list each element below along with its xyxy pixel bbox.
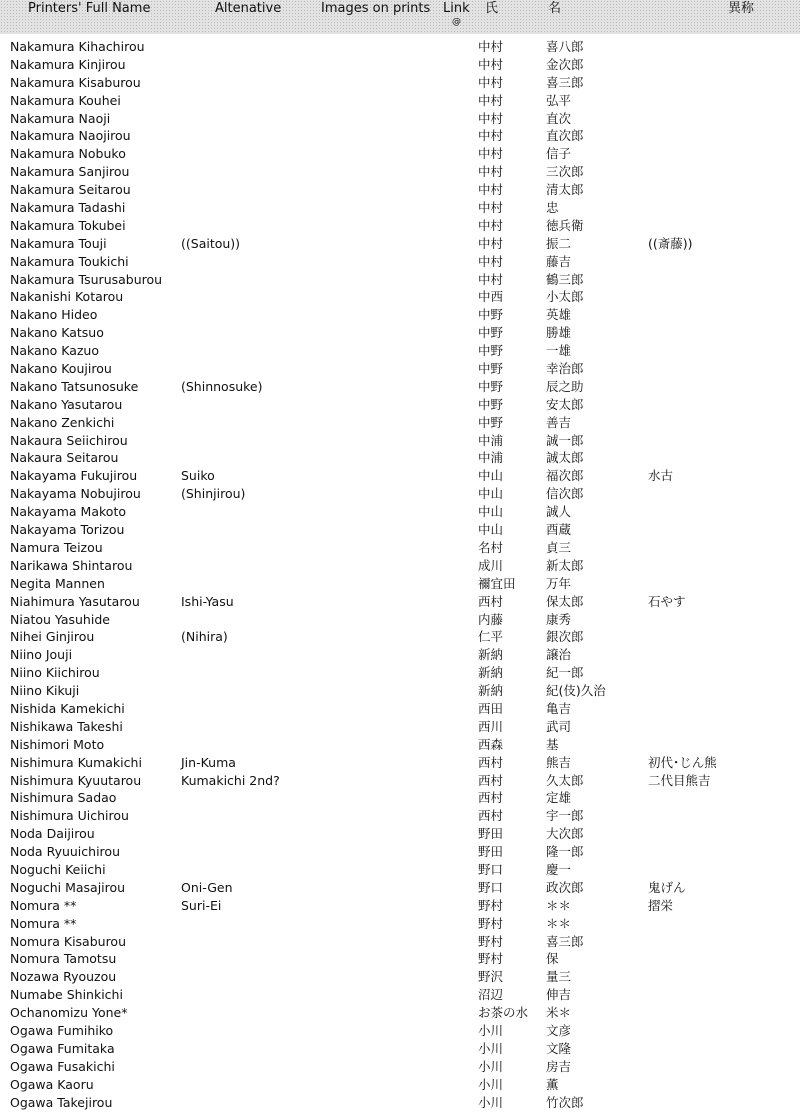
cell-given-jp: 辰之助 bbox=[546, 378, 584, 394]
cell-surname-jp: 野口 bbox=[478, 879, 504, 895]
table-row bbox=[0, 56, 800, 74]
table-row bbox=[0, 110, 800, 128]
table-row bbox=[0, 575, 800, 593]
header-images: Images on prints bbox=[321, 1, 431, 16]
cell-name: Nakaura Seiichirou bbox=[10, 432, 128, 448]
cell-name: Nomura Tamotsu bbox=[10, 951, 117, 967]
cell-given-jp: 大次郎 bbox=[546, 826, 584, 842]
table-row bbox=[0, 485, 800, 503]
table-row bbox=[0, 789, 800, 807]
cell-surname-jp: 野村 bbox=[478, 897, 504, 913]
cell-surname-jp: 小川 bbox=[478, 1076, 504, 1092]
cell-name: Nakano Yasutarou bbox=[10, 396, 123, 412]
table-row bbox=[0, 324, 800, 342]
table-row bbox=[0, 861, 800, 879]
cell-given-jp: 直次 bbox=[546, 110, 572, 126]
cell-name: Nakamura Kouhei bbox=[10, 92, 121, 108]
cell-alias-jp: 鬼げん bbox=[648, 879, 686, 895]
cell-surname-jp: 中野 bbox=[478, 414, 504, 430]
table-row bbox=[0, 306, 800, 324]
cell-given-jp: 保 bbox=[546, 951, 559, 967]
cell-surname-jp: 野村 bbox=[478, 915, 504, 931]
cell-given-jp: 慶一 bbox=[546, 861, 572, 877]
cell-name: Nakano Koujirou bbox=[10, 361, 112, 377]
cell-name: Nakamura Nobuko bbox=[10, 146, 126, 162]
table-row bbox=[0, 807, 800, 825]
cell-given-jp: 保太郎 bbox=[546, 593, 584, 609]
cell-surname-jp: 内藤 bbox=[478, 611, 504, 627]
cell-given-jp: 清太郎 bbox=[546, 182, 584, 198]
table-row bbox=[0, 181, 800, 199]
cell-alias-jp: 石やす bbox=[648, 593, 686, 609]
cell-alias-jp: ((斎藤)) bbox=[648, 235, 693, 251]
cell-name: Nakamura Tokubei bbox=[10, 217, 126, 233]
cell-given-jp: 量三 bbox=[546, 969, 572, 985]
cell-alternative: (Shinnosuke) bbox=[181, 378, 263, 394]
table-row bbox=[0, 288, 800, 306]
cell-given-jp: 幸治郎 bbox=[546, 361, 584, 377]
cell-surname-jp: 西村 bbox=[478, 593, 504, 609]
cell-surname-jp: 沼辺 bbox=[478, 987, 504, 1003]
cell-name: Negita Mannen bbox=[10, 575, 105, 591]
cell-name: Nakamura Tsurusaburou bbox=[10, 271, 163, 287]
cell-name: Ogawa Takejirou bbox=[10, 1094, 113, 1110]
cell-given-jp: 藤吉 bbox=[546, 253, 572, 269]
cell-name: Noda Ryuuichirou bbox=[10, 844, 120, 860]
cell-given-jp: 善吉 bbox=[546, 414, 572, 430]
cell-name: Nishimori Moto bbox=[10, 736, 105, 752]
cell-surname-jp: 中村 bbox=[478, 200, 504, 216]
table-row bbox=[0, 92, 800, 110]
table-row bbox=[0, 1058, 800, 1076]
cell-name: Noguchi Masajirou bbox=[10, 879, 126, 895]
cell-name: Nakanishi Kotarou bbox=[10, 289, 124, 305]
table-row bbox=[0, 253, 800, 271]
header-link: Link bbox=[443, 1, 470, 16]
cell-surname-jp: 仁平 bbox=[478, 629, 504, 645]
cell-name: Nishikawa Takeshi bbox=[10, 718, 123, 734]
cell-surname-jp: 中山 bbox=[478, 486, 504, 502]
cell-surname-jp: 中村 bbox=[478, 164, 504, 180]
cell-given-jp: 徳兵衛 bbox=[546, 217, 584, 233]
cell-surname-jp: 野村 bbox=[478, 933, 504, 949]
cell-name: Nakamura Naoji bbox=[10, 110, 111, 126]
table-row bbox=[0, 664, 800, 682]
cell-name: Nakamura Toukichi bbox=[10, 253, 129, 269]
cell-alternative: Kumakichi 2nd? bbox=[181, 772, 280, 788]
cell-surname-jp: 中村 bbox=[478, 217, 504, 233]
cell-given-jp: 一雄 bbox=[546, 343, 572, 359]
cell-surname-jp: 中山 bbox=[478, 504, 504, 520]
cell-name: Nakano Katsuo bbox=[10, 325, 104, 341]
cell-surname-jp: 西村 bbox=[478, 772, 504, 788]
cell-given-jp: 忠 bbox=[546, 200, 559, 216]
cell-given-jp: 直次郎 bbox=[546, 128, 584, 144]
cell-given-jp: 安太郎 bbox=[546, 396, 584, 412]
table-row bbox=[0, 915, 800, 933]
table-row bbox=[0, 235, 800, 253]
table-row bbox=[0, 449, 800, 467]
table-row bbox=[0, 1040, 800, 1058]
cell-alternative: Ishi-Yasu bbox=[181, 593, 234, 609]
table-row bbox=[0, 414, 800, 432]
cell-alias-jp: 水古 bbox=[648, 468, 674, 484]
cell-surname-jp: 野口 bbox=[478, 861, 504, 877]
table-row bbox=[0, 628, 800, 646]
cell-surname-jp: 小川 bbox=[478, 1022, 504, 1038]
cell-name: Nishida Kamekichi bbox=[10, 700, 125, 716]
cell-given-jp: 宇一郎 bbox=[546, 808, 584, 824]
cell-name: Ogawa Kaoru bbox=[10, 1076, 94, 1092]
cell-surname-jp: 中村 bbox=[478, 110, 504, 126]
cell-alias-jp: 二代目熊吉 bbox=[648, 772, 711, 788]
cell-name: Nomura Kisaburou bbox=[10, 933, 127, 949]
table-row bbox=[0, 700, 800, 718]
cell-surname-jp: 中浦 bbox=[478, 432, 504, 448]
cell-given-jp: 薫 bbox=[546, 1076, 559, 1092]
cell-given-jp: 振二 bbox=[546, 235, 572, 251]
cell-given-jp: 武司 bbox=[546, 718, 572, 734]
cell-name: Nakamura Kinjirou bbox=[10, 56, 126, 72]
cell-given-jp: 三次郎 bbox=[546, 164, 584, 180]
table-row bbox=[0, 646, 800, 664]
table-row bbox=[0, 1004, 800, 1022]
table-row bbox=[0, 127, 800, 145]
table-row bbox=[0, 611, 800, 629]
cell-name: Niino Kiichirou bbox=[10, 665, 100, 681]
table-row bbox=[0, 1076, 800, 1094]
cell-given-jp: ＊＊ bbox=[546, 897, 572, 913]
cell-name: Nakamura Tadashi bbox=[10, 200, 126, 216]
cell-alternative: Oni-Gen bbox=[181, 879, 233, 895]
table-row bbox=[0, 825, 800, 843]
cell-name: Nakayama Torizou bbox=[10, 522, 125, 538]
cell-surname-jp: 中野 bbox=[478, 396, 504, 412]
table-header bbox=[0, 0, 800, 34]
table-row bbox=[0, 772, 800, 790]
cell-name: Nakano Kazuo bbox=[10, 343, 100, 359]
cell-given-jp: 鶴三郎 bbox=[546, 271, 584, 287]
cell-alias-jp: 初代･じん熊 bbox=[648, 754, 717, 770]
cell-name: Ochanomizu Yone* bbox=[10, 1005, 128, 1021]
table-row bbox=[0, 145, 800, 163]
table-row bbox=[0, 342, 800, 360]
cell-given-jp: 喜三郎 bbox=[546, 74, 584, 90]
cell-name: Noguchi Keiichi bbox=[10, 861, 106, 877]
cell-name: Nakamura Touji bbox=[10, 235, 107, 251]
cell-name: Nomura ** bbox=[10, 915, 77, 931]
cell-name: Niino Kikuji bbox=[10, 683, 80, 699]
cell-given-jp: ＊＊ bbox=[546, 915, 572, 931]
cell-name: Nishimura Kumakichi bbox=[10, 754, 142, 770]
header-given-jp: 名 bbox=[548, 1, 562, 16]
cell-given-jp: 弘平 bbox=[546, 92, 572, 108]
cell-surname-jp: 中村 bbox=[478, 128, 504, 144]
cell-surname-jp: 野村 bbox=[478, 951, 504, 967]
table-body bbox=[0, 38, 800, 1111]
table-row bbox=[0, 1022, 800, 1040]
table-row bbox=[0, 199, 800, 217]
cell-surname-jp: 中山 bbox=[478, 468, 504, 484]
cell-name: Nihei Ginjirou bbox=[10, 629, 95, 645]
table-row bbox=[0, 217, 800, 235]
cell-given-jp: 伸吉 bbox=[546, 987, 572, 1003]
table-row bbox=[0, 843, 800, 861]
cell-name: Noda Daijirou bbox=[10, 826, 95, 842]
header-surname-jp: 氏 bbox=[485, 1, 499, 16]
header-alternative: Altenative bbox=[215, 1, 282, 16]
table-row bbox=[0, 539, 800, 557]
cell-given-jp: 万年 bbox=[546, 575, 572, 591]
table-row bbox=[0, 754, 800, 772]
cell-name: Ogawa Fumitaka bbox=[10, 1040, 115, 1056]
cell-surname-jp: 中村 bbox=[478, 253, 504, 269]
cell-surname-jp: 小川 bbox=[478, 1040, 504, 1056]
cell-name: Nakayama Nobujirou bbox=[10, 486, 141, 502]
header-link-at: @ bbox=[452, 17, 461, 27]
cell-name: Nakamura Sanjirou bbox=[10, 164, 130, 180]
cell-alternative: (Nihira) bbox=[181, 629, 228, 645]
cell-surname-jp: 西村 bbox=[478, 808, 504, 824]
cell-given-jp: 新太郎 bbox=[546, 557, 584, 573]
cell-name: Niatou Yasuhide bbox=[10, 611, 110, 627]
cell-given-jp: 銀次郎 bbox=[546, 629, 584, 645]
cell-given-jp: 紀一郎 bbox=[546, 665, 584, 681]
table-row bbox=[0, 986, 800, 1004]
table-row bbox=[0, 521, 800, 539]
cell-given-jp: 誠太郎 bbox=[546, 450, 584, 466]
cell-name: Niahimura Yasutarou bbox=[10, 593, 140, 609]
table-row bbox=[0, 593, 800, 611]
cell-surname-jp: 西川 bbox=[478, 718, 504, 734]
cell-alias-jp: 摺栄 bbox=[648, 897, 674, 913]
cell-name: Nishimura Sadao bbox=[10, 790, 117, 806]
cell-surname-jp: 中野 bbox=[478, 307, 504, 323]
cell-surname-jp: 中浦 bbox=[478, 450, 504, 466]
cell-name: Ogawa Fumihiko bbox=[10, 1022, 114, 1038]
cell-name: Nakamura Naojirou bbox=[10, 128, 131, 144]
cell-given-jp: 勝雄 bbox=[546, 325, 572, 341]
cell-name: Nakayama Fukujirou bbox=[10, 468, 138, 484]
table-row bbox=[0, 879, 800, 897]
cell-surname-jp: 成川 bbox=[478, 557, 504, 573]
table-row bbox=[0, 968, 800, 986]
cell-name: Nakano Tatsunosuke bbox=[10, 378, 139, 394]
cell-surname-jp: 中村 bbox=[478, 39, 504, 54]
cell-surname-jp: 西森 bbox=[478, 736, 504, 752]
cell-name: Nakaura Seitarou bbox=[10, 450, 119, 466]
cell-surname-jp: 西村 bbox=[478, 754, 504, 770]
table-row bbox=[0, 396, 800, 414]
cell-surname-jp: 中野 bbox=[478, 343, 504, 359]
cell-given-jp: 康秀 bbox=[546, 611, 572, 627]
cell-name: Nishimura Kyuutarou bbox=[10, 772, 142, 788]
cell-given-jp: 喜八郎 bbox=[546, 39, 584, 54]
cell-given-jp: 誠人 bbox=[546, 504, 572, 520]
table-row bbox=[0, 950, 800, 968]
cell-given-jp: 譲治 bbox=[546, 647, 572, 663]
cell-given-jp: 房吉 bbox=[546, 1058, 572, 1074]
table-row bbox=[0, 718, 800, 736]
cell-surname-jp: 名村 bbox=[478, 539, 504, 555]
cell-surname-jp: お茶の水 bbox=[478, 1005, 529, 1021]
cell-surname-jp: 中村 bbox=[478, 146, 504, 162]
table-row bbox=[0, 360, 800, 378]
cell-surname-jp: 中村 bbox=[478, 74, 504, 90]
cell-given-jp: 熊吉 bbox=[546, 754, 572, 770]
cell-given-jp: 紀(伎)久治 bbox=[546, 683, 606, 699]
table-row bbox=[0, 1094, 800, 1112]
cell-alternative: Jin-Kuma bbox=[181, 754, 236, 770]
cell-surname-jp: 野田 bbox=[478, 826, 504, 842]
header-full-name: Printers' Full Name bbox=[28, 1, 151, 16]
table-row bbox=[0, 467, 800, 485]
cell-given-jp: 隆一郎 bbox=[546, 844, 584, 860]
cell-given-jp: 小太郎 bbox=[546, 289, 584, 305]
cell-alternative: (Shinjirou) bbox=[181, 486, 246, 502]
cell-surname-jp: 小川 bbox=[478, 1058, 504, 1074]
header-alias-jp: 異称 bbox=[728, 1, 755, 16]
cell-name: Nakamura Kihachirou bbox=[10, 39, 145, 54]
cell-given-jp: 信次郎 bbox=[546, 486, 584, 502]
table-row bbox=[0, 38, 800, 56]
cell-name: Namura Teizou bbox=[10, 539, 103, 555]
cell-surname-jp: 中村 bbox=[478, 235, 504, 251]
cell-name: Numabe Shinkichi bbox=[10, 987, 123, 1003]
cell-name: Nakano Hideo bbox=[10, 307, 98, 323]
cell-given-jp: 定雄 bbox=[546, 790, 572, 806]
table-row bbox=[0, 271, 800, 289]
cell-surname-jp: 中村 bbox=[478, 271, 504, 287]
cell-name: Nakamura Kisaburou bbox=[10, 74, 141, 90]
table-row bbox=[0, 74, 800, 92]
cell-alternative: Suri-Ei bbox=[181, 897, 222, 913]
cell-surname-jp: 中山 bbox=[478, 522, 504, 538]
cell-given-jp: 基 bbox=[546, 736, 559, 752]
cell-surname-jp: 禰宜田 bbox=[478, 575, 516, 591]
cell-surname-jp: 新納 bbox=[478, 665, 504, 681]
cell-surname-jp: 新納 bbox=[478, 683, 504, 699]
cell-given-jp: 英雄 bbox=[546, 307, 572, 323]
cell-given-jp: 文隆 bbox=[546, 1040, 572, 1056]
cell-alternative: ((Saitou)) bbox=[181, 235, 241, 251]
cell-surname-jp: 中西 bbox=[478, 289, 504, 305]
table-row bbox=[0, 432, 800, 450]
table-row bbox=[0, 682, 800, 700]
cell-given-jp: 久太郎 bbox=[546, 772, 584, 788]
cell-surname-jp: 中野 bbox=[478, 361, 504, 377]
table-row bbox=[0, 897, 800, 915]
table-row bbox=[0, 378, 800, 396]
cell-given-jp: 米＊ bbox=[546, 1005, 572, 1021]
cell-name: Nozawa Ryouzou bbox=[10, 969, 117, 985]
cell-surname-jp: 西田 bbox=[478, 700, 504, 716]
cell-surname-jp: 中野 bbox=[478, 325, 504, 341]
cell-given-jp: 誠一郎 bbox=[546, 432, 584, 448]
cell-surname-jp: 中野 bbox=[478, 378, 504, 394]
table-row bbox=[0, 503, 800, 521]
table-row bbox=[0, 163, 800, 181]
cell-given-jp: 金次郎 bbox=[546, 56, 584, 72]
cell-surname-jp: 野田 bbox=[478, 844, 504, 860]
cell-given-jp: 福次郎 bbox=[546, 468, 584, 484]
cell-given-jp: 竹次郎 bbox=[546, 1094, 584, 1110]
cell-name: Niino Jouji bbox=[10, 647, 73, 663]
cell-surname-jp: 中村 bbox=[478, 56, 504, 72]
cell-name: Nakayama Makoto bbox=[10, 504, 126, 520]
cell-surname-jp: 野沢 bbox=[478, 969, 504, 985]
cell-given-jp: 貞三 bbox=[546, 539, 572, 555]
cell-name: Nishimura Uichirou bbox=[10, 808, 129, 824]
cell-given-jp: 亀吉 bbox=[546, 700, 572, 716]
cell-surname-jp: 新納 bbox=[478, 647, 504, 663]
cell-given-jp: 喜三郎 bbox=[546, 933, 584, 949]
cell-given-jp: 酉蔵 bbox=[546, 522, 572, 538]
cell-name: Ogawa Fusakichi bbox=[10, 1058, 115, 1074]
cell-name: Nomura ** bbox=[10, 897, 77, 913]
table-row bbox=[0, 736, 800, 754]
cell-given-jp: 政次郎 bbox=[546, 879, 584, 895]
table-row bbox=[0, 933, 800, 951]
cell-surname-jp: 西村 bbox=[478, 790, 504, 806]
table-row bbox=[0, 557, 800, 575]
cell-given-jp: 信子 bbox=[546, 146, 572, 162]
cell-name: Nakano Zenkichi bbox=[10, 414, 115, 430]
cell-surname-jp: 小川 bbox=[478, 1094, 504, 1110]
cell-alternative: Suiko bbox=[181, 468, 215, 484]
cell-surname-jp: 中村 bbox=[478, 182, 504, 198]
cell-surname-jp: 中村 bbox=[478, 92, 504, 108]
cell-name: Narikawa Shintarou bbox=[10, 557, 133, 573]
cell-name: Nakamura Seitarou bbox=[10, 182, 131, 198]
cell-given-jp: 文彦 bbox=[546, 1022, 572, 1038]
